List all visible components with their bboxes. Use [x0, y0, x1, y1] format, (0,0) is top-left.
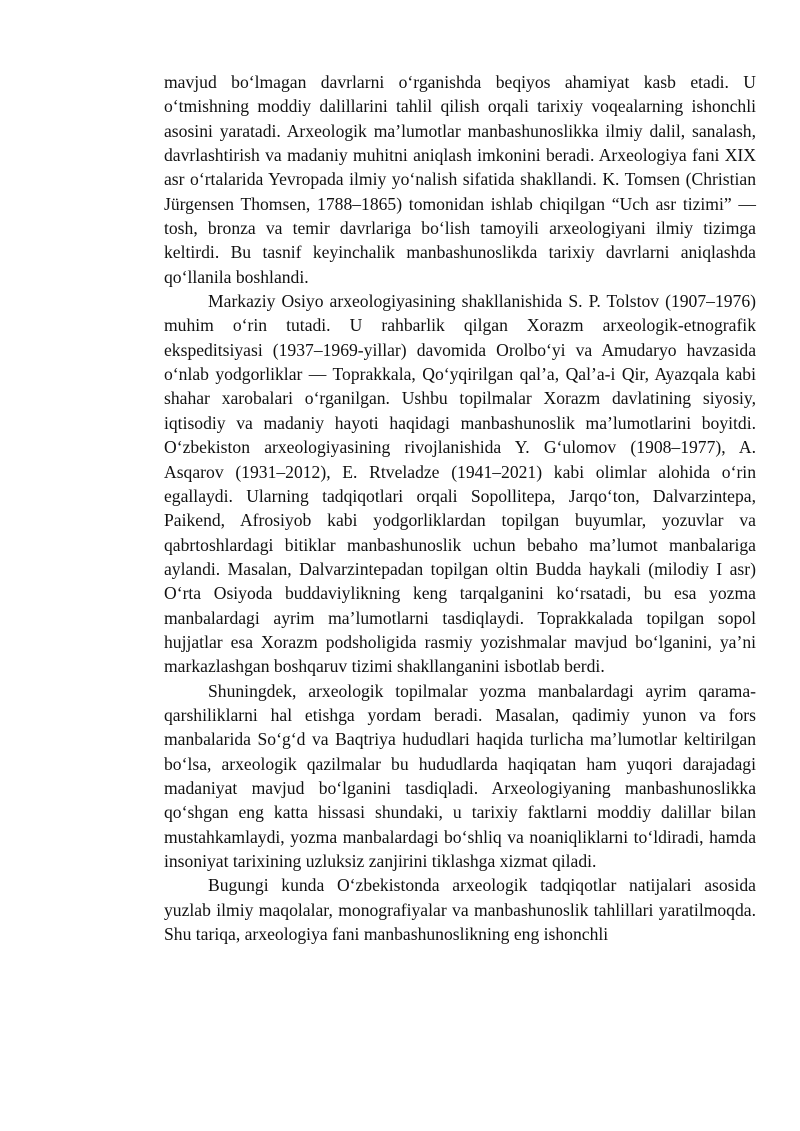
body-text [164, 70, 756, 946]
paragraph-tolstov: Markaziy Osiyo arxeologiyasining shakllanishida S. P. Tolstov (1907–1976) muhim o‘rin tutadi. U rahbarlik qilgan Xorazm arxeologik-etnografik ekspeditsiyasi (1937–1969-yillar) davomida Orolbo‘yi va Amudaryo havzasida o‘nlab yodgorliklar — Toprakkala, Qo‘yqirilgan qal’a, Qal’a-i Qir, Ayazqala kabi shahar xarobalari o‘rganilgan. Ushbu topilmalar Xorazm davlatining siyosiy, iqtisodiy va madaniy hayoti haqidagi manbashunoslik ma’lumotlarini boyitdi. O‘zbekiston arxeologiyasining rivojlanishida Y. G‘ulomov (1908–1977), A. Asqarov (1931–2012), E. Rtveladze (1941–2021) kabi olimlar alohida o‘rin egallaydi. Ularning tadqiqotlari orqali Sopollitepa, Jarqo‘ton, Dalvarzintepa, Paikend, Afrosiyob kabi yodgorliklardan topilgan buyumlar, yozuvlar va qabrtoshlardagi bitiklar manbashunoslik uchun bebaho ma’lumot manbalariga aylandi. Masalan, Dalvarzintepadan topilgan oltin Budda haykali (milodiy I asr) O‘rta Osiyoda buddaviylikning keng tarqalganini ko‘rsatadi, bu esa yozma manbalardagi ayrim ma’lumotlarni tasdiqlaydi. Toprakkalada topilgan sopol hujjatlar esa Xorazm podsholigida rasmiy yozishmalar mavjud bo‘lganini, ya’ni markazlashgan boshqaruv tizimi shakllanganini isbotlab berdi. [164, 291, 756, 677]
paragraph-continued: mavjud bo‘lmagan davrlarni o‘rganishda beqiyos ahamiyat kasb etadi. U o‘tmishning moddiy dalillarini tahlil qilish orqali tarixiy voqealarning ishonchli asosini yaratadi. Arxeologik ma’lumotlar manbashunoslikka ilmiy dalil, sanalash, davrlashtirish va madaniy muhitni aniqlash imkonini beradi. Arxeologiya fani XIX asr o‘rtalarida Yevropada ilmiy yo‘nalish sifatida shakllandi. K. Tomsen (Christian Jürgensen Thomsen, 1788–1865) tomonidan ishlab chiqilgan “Uch asr tizimi” — tosh, bronza va temir davrlariga bo‘lish tamoyili arxeologiyani ilmiy tizimga keltirdi. Bu tasnif keyinchalik manbashunoslikda tarixiy davrlarni aniqlashda qo‘llanila boshlandi. [164, 72, 756, 287]
paragraph-today: Bugungi kunda O‘zbekistonda arxeologik tadqiqotlar natijalari asosida yuzlab ilmiy maqolalar, monografiyalar va manbashunoslik tahlillari yaratilmoqda. Shu tariqa, arxeologiya fani manbashunoslikning eng ishonchli [164, 875, 756, 945]
paragraph-contradictions: Shuningdek, arxeologik topilmalar yozma manbalardagi ayrim qarama-qarshiliklarni hal etishga yordam beradi. Masalan, qadimiy yunon va fors manbalarida So‘g‘d va Baqtriya hududlari haqida turlicha ma’lumotlar keltirilgan bo‘lsa, arxeologik qazilmalar bu hududlarda haqiqatan ham yuqori darajadagi madaniyat mavjud bo‘lganini tasdiqladi. Arxeologiyaning manbashunoslikka qo‘shgan eng katta hissasi shundaki, u tarixiy faktlarni moddiy dalillar bilan mustahkamlaydi, yozma manbalardagi bo‘shliq va noaniqliklarni to‘ldiradi, hamda insoniyat tarixining uzluksiz zanjirini tiklashga xizmat qiladi. [164, 680, 756, 871]
